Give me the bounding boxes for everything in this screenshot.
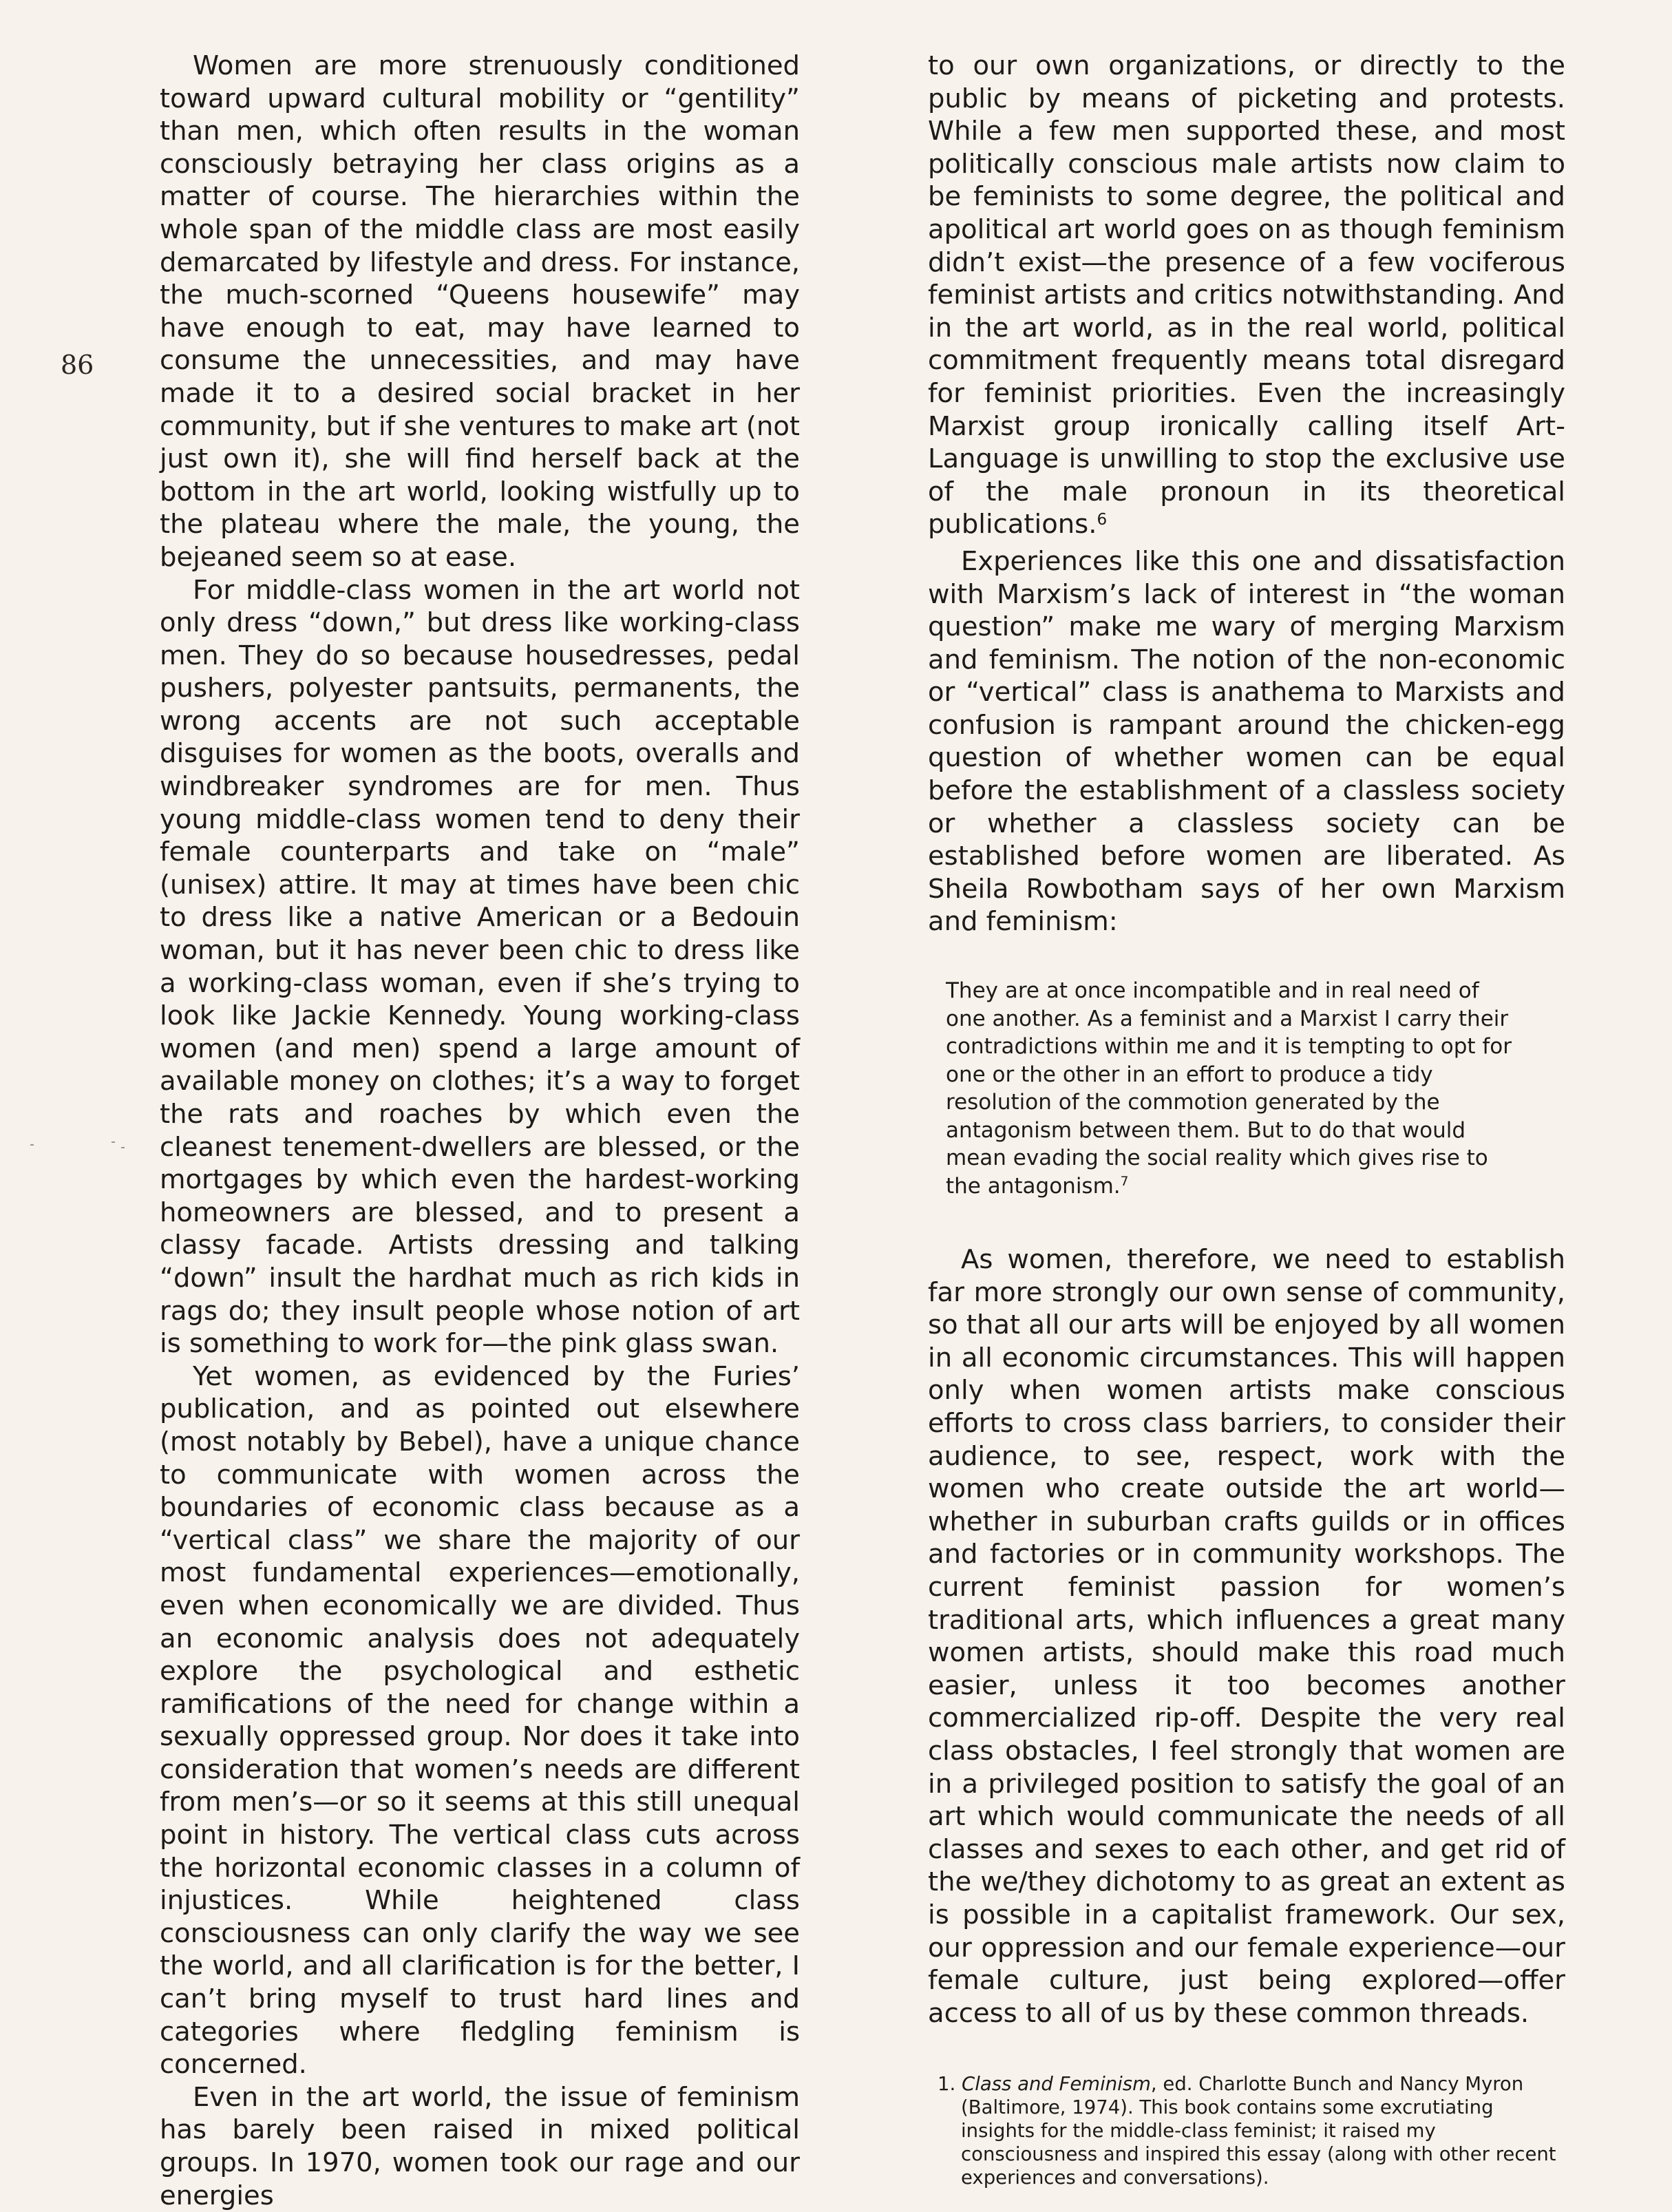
paragraph-text: to our own organizations, or directly to the public by means of picketing and protests. While a few men supported these, and most politically conscious male artists now claim to be feminists to some degree, the political and apolitical art world goes on as though feminism didn’t exist—the presence of a few vociferous feminist artists and critics notwithstanding. And in the art world, as in the real world, political commitment frequently means total disregard for feminist priorities. Even the increasingly Marxist group ironically calling itself Art-Language is unwilling to stop the exclusive use of the male pronoun in its theoretical publications.	[928, 50, 1565, 540]
footnote-text: , ed. Charlotte Bunch and Nancy Myron (Baltimore, 1974). This book contains some excrutiating insights for the middle-class feminist; it raised my consciousness and inspired this essay (along with other recent experiences and conversations).	[961, 2073, 1556, 2189]
footnote	[928, 2072, 1565, 2189]
paragraph: Experiences like this one and dissatisfaction with Marxism’s lack of interest in “the woman question” make me wary of merging Marxism and feminism. The notion of the non-economic or “vertical” class is anathema to Marxists and confusion is rampant around the chicken-egg question of whether women can be equal before the establishment of a classless society or whether a classless society can be established before women are liberated. As Sheila Rowbotham says of her own Marxism and feminism:	[928, 545, 1565, 938]
left-column	[160, 50, 800, 2212]
paragraph: Even in the art world, the issue of feminism has barely been raised in mixed political groups. In 1970, women took our rage and our energies	[160, 2081, 800, 2211]
paragraph-continued	[928, 50, 1565, 545]
paragraph: For middle-class women in the art world not only dress “down,” but dress like working-class men. They do so because housedresses, pedal pushers, polyester pantsuits, permanents, the wrong accents are not such acceptable disguises for women as the boots, overalls and windbreaker syndromes are for men. Thus young middle-class women tend to deny their female counterparts and take on “male” (unisex) attire. It may at times have been chic to dress like a native American or a Bedouin woman, but it has never been chic to dress like a working-class woman, even if she’s trying to look like Jackie Kennedy. Young working-class women (and men) spend a large amount of available money on clothes; it’s a way to forget the rats and roaches by which even the cleanest tenement-dwellers are blessed, or the mortgages by which even the hardest-working homeowners are blessed, and to present a classy facade. Artists dressing and talking “down” insult the hardhat much as rich kids in rags do; they insult people whose notion of art is something to work for—the pink glass swan.	[160, 574, 800, 1360]
footnote-marker: 7	[1120, 1175, 1129, 1190]
block-quote	[946, 977, 1517, 1203]
page-number: 86	[61, 350, 94, 380]
paragraph: Yet women, as evidenced by the Furies’ publication, and as pointed out elsewhere (most notably by Bebel), have a unique chance to communicate with women across the boundaries of economic class because as a “vertical class” we share the majority of our most fundamental experiences—emotionally, even when economically we are divided. Thus an economic analysis does not adequately explore the psychological and esthetic ramifications of the need for change within a sexually oppressed group. Nor does it take into consideration that women’s needs are different from men’s—or so it seems at this still unequal point in history. The vertical class cuts across the horizontal economic classes in a column of injustices. While heightened class consciousness can only clarify the way we see the world, and all clarification is for the better, I can’t bring myself to trust hard lines and categories where fledgling feminism is concerned.	[160, 1360, 800, 2081]
scan-specks	[30, 1141, 134, 1155]
paragraph: Women are more strenuously conditioned toward upward cultural mobility or “gentility” than men, which often results in the woman consciously betraying her class origins as a matter of course. The hierarchies within the whole span of the middle class are most easily demarcated by lifestyle and dress. For instance, the much-scorned “Queens housewife” may have enough to eat, may have learned to consume the unnecessities, and may have made it to a desired social bracket in her community, but if she ventures to make art (not just own it), she will find herself back at the bottom in the art world, looking wistfully up to the plateau where the male, the young, the bejeaned seem so at ease.	[160, 50, 800, 573]
quote-text: They are at once incompatible and in real need of one another. As a feminist and a Marxist I carry their contradictions within me and it is tempting to opt for one or the other in an effort to produce a tidy resolution of the commotion generated by the antagonism between them. But to do that would mean evading the social reality which gives rise to the antagonism.	[946, 978, 1512, 1199]
footnote-title: Class and Feminism	[962, 2073, 1151, 2096]
footnote-marker: 6	[1097, 510, 1108, 529]
paragraph: As women, therefore, we need to establish far more strongly our own sense of community, so that all our arts will be enjoyed by all women in all economic circumstances. This will happen only when women artists make conscious efforts to cross class barriers, to consider their audience, to see, respect, work with the women who create outside the art world—whether in suburban crafts guilds or in offices and factories or in community workshops. The current feminist passion for women’s traditional arts, which influences a great many women artists, should make this road much easier, unless it too becomes another commercialized rip-off. Despite the very real class obstacles, I feel strongly that women are in a privileged position to satisfy the goal of an art which would communicate the needs of all classes and sexes to each other, and get rid of the we/they dichotomy to as great an extent as is possible in a capitalist framework. Our sex, our oppression and our female experience—our female culture, just being explored—offer access to all of us by these common threads.	[928, 1244, 1565, 2029]
right-column	[928, 50, 1565, 2189]
footnote-label: 1.	[938, 2073, 956, 2096]
